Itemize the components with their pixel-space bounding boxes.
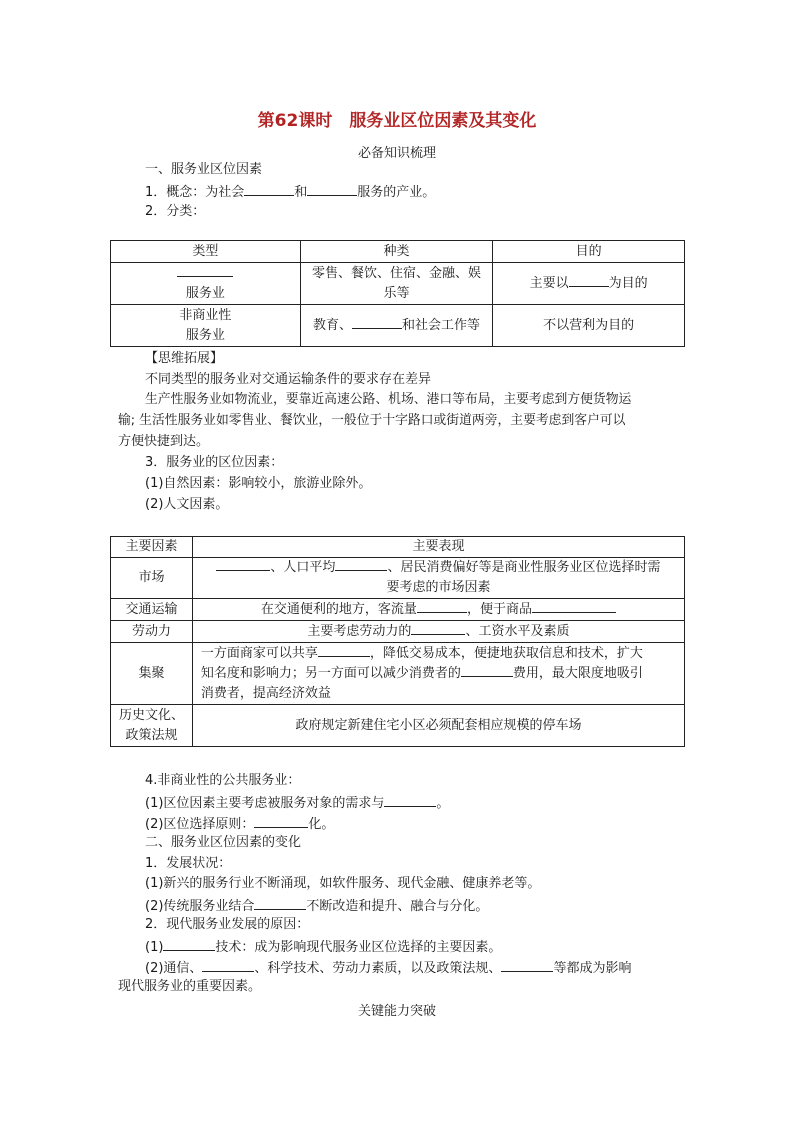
- part2-heading: 二、服务业区位因素的变化: [145, 835, 302, 850]
- part1-heading: 一、服务业区位因素: [145, 162, 263, 177]
- market-detail: 、人口平均 、居民消费偏好等是商业性服务业区位选择时需 要考虑的市场因素: [192, 558, 684, 599]
- noncommercial-purpose-cell: 不以营利为目的: [493, 305, 685, 347]
- blank: [254, 815, 308, 828]
- factor-cluster: 集聚: [111, 643, 193, 705]
- factor-labor: 劳动力: [111, 621, 193, 643]
- blank: [177, 264, 233, 277]
- part3-heading: 3．服务业的区位因素：: [145, 455, 284, 470]
- part4-line: (1)区位因素主要考虑被服务对象的需求与 。: [145, 796, 450, 811]
- header-purpose: 目的: [493, 241, 685, 263]
- footer-section-header: 关键能力突破: [357, 1004, 436, 1019]
- part4-heading: 4.非商业性的公共服务业：: [145, 773, 301, 788]
- commercial-purpose-cell: 主要以 为目的: [493, 263, 685, 305]
- header-type: 类型: [111, 241, 301, 263]
- concept-line: 1．概念：为社会 和 服务的产业。: [145, 185, 436, 200]
- cluster-detail: 一方面商家可以共享 ，降低交易成本，便捷地获取信息和技术，扩大 知名度和影响力；另一方面可以减少消费者的 费用，最大限度地吸引 消费者，提高经济效益: [192, 643, 684, 705]
- status-line: (1)新兴的服务行业不断涌现，如软件服务、现代金融、健康养老等。: [145, 876, 541, 891]
- blank: [163, 938, 215, 951]
- header-performance: 主要表现: [192, 537, 684, 558]
- blank: [569, 274, 609, 287]
- blank: [352, 316, 402, 329]
- blank: [384, 794, 436, 807]
- human-factor: (2)人文因素。: [145, 497, 229, 512]
- classification-table: [110, 240, 685, 347]
- blank: [202, 959, 254, 972]
- blank: [216, 558, 270, 571]
- blank: [254, 897, 306, 910]
- page-title: 第62课时 服务业区位因素及其变化: [257, 111, 537, 131]
- blank: [307, 183, 357, 196]
- factor-transport: 交通运输: [111, 599, 193, 621]
- header-kind: 种类: [300, 241, 493, 263]
- blank: [532, 600, 616, 613]
- factors-table: [110, 536, 685, 747]
- blank: [411, 622, 465, 635]
- natural-factor: (1)自然因素：影响较小，旅游业除外。: [145, 476, 372, 491]
- labor-detail: 主要考虑劳动力的 、工资水平及素质: [192, 621, 684, 643]
- noncommercial-type-cell: 非商业性 服务业: [111, 305, 301, 347]
- noncommercial-kinds-cell: 教育、 和社会工作等: [300, 305, 493, 347]
- part4-line: (2)区位选择原则： 化。: [145, 817, 335, 832]
- section-header: 必备知识梳理: [357, 146, 436, 161]
- reason-line: (2)通信、 、科学技术、劳动力素质，以及政策法规、 等都成为影响: [145, 961, 632, 976]
- status-heading: 1．发展状况：: [145, 856, 232, 871]
- blank: [417, 600, 467, 613]
- extension-line: 方便快捷到达。: [118, 434, 210, 449]
- reason-line: (1) 技术：成为影响现代服务业区位选择的主要因素。: [145, 940, 502, 955]
- factor-market: 市场: [111, 558, 193, 599]
- commercial-kinds-cell: 零售、餐饮、住宿、金融、娱 乐等: [300, 263, 493, 305]
- status-line: (2)传统服务业结合 不断改造和提升、融合与分化。: [145, 899, 489, 914]
- factor-history-policy: 历史文化、 政策法规: [111, 705, 193, 747]
- extension-heading: 【思维拓展】: [145, 351, 224, 366]
- header-factor: 主要因素: [111, 537, 193, 558]
- reasons-heading: 2．现代服务业发展的原因：: [145, 917, 310, 932]
- blank: [244, 183, 294, 196]
- transport-detail: 在交通便利的地方，客流量 ，便于商品: [192, 599, 684, 621]
- blank: [318, 644, 370, 657]
- commercial-type-cell: 服务业: [111, 263, 301, 305]
- history-policy-detail: 政府规定新建住宅小区必须配套相应规模的停车场: [192, 705, 684, 747]
- extension-line: 输; 生活性服务业如零售业、餐饮业，一般位于十字路口或街道两旁，主要考虑到客户可以: [118, 413, 626, 428]
- extension-line: 生产性服务业如物流业，要靠近高速公路、机场、港口等布局，主要考虑到方便货物运: [145, 392, 632, 407]
- extension-line: 不同类型的服务业对交通运输条件的要求存在差异: [145, 372, 432, 387]
- blank: [461, 664, 513, 677]
- blank: [335, 558, 387, 571]
- blank: [501, 959, 553, 972]
- classify-line: 2．分类：: [145, 204, 206, 219]
- reason-line: 现代服务业的重要因素。: [118, 979, 262, 994]
